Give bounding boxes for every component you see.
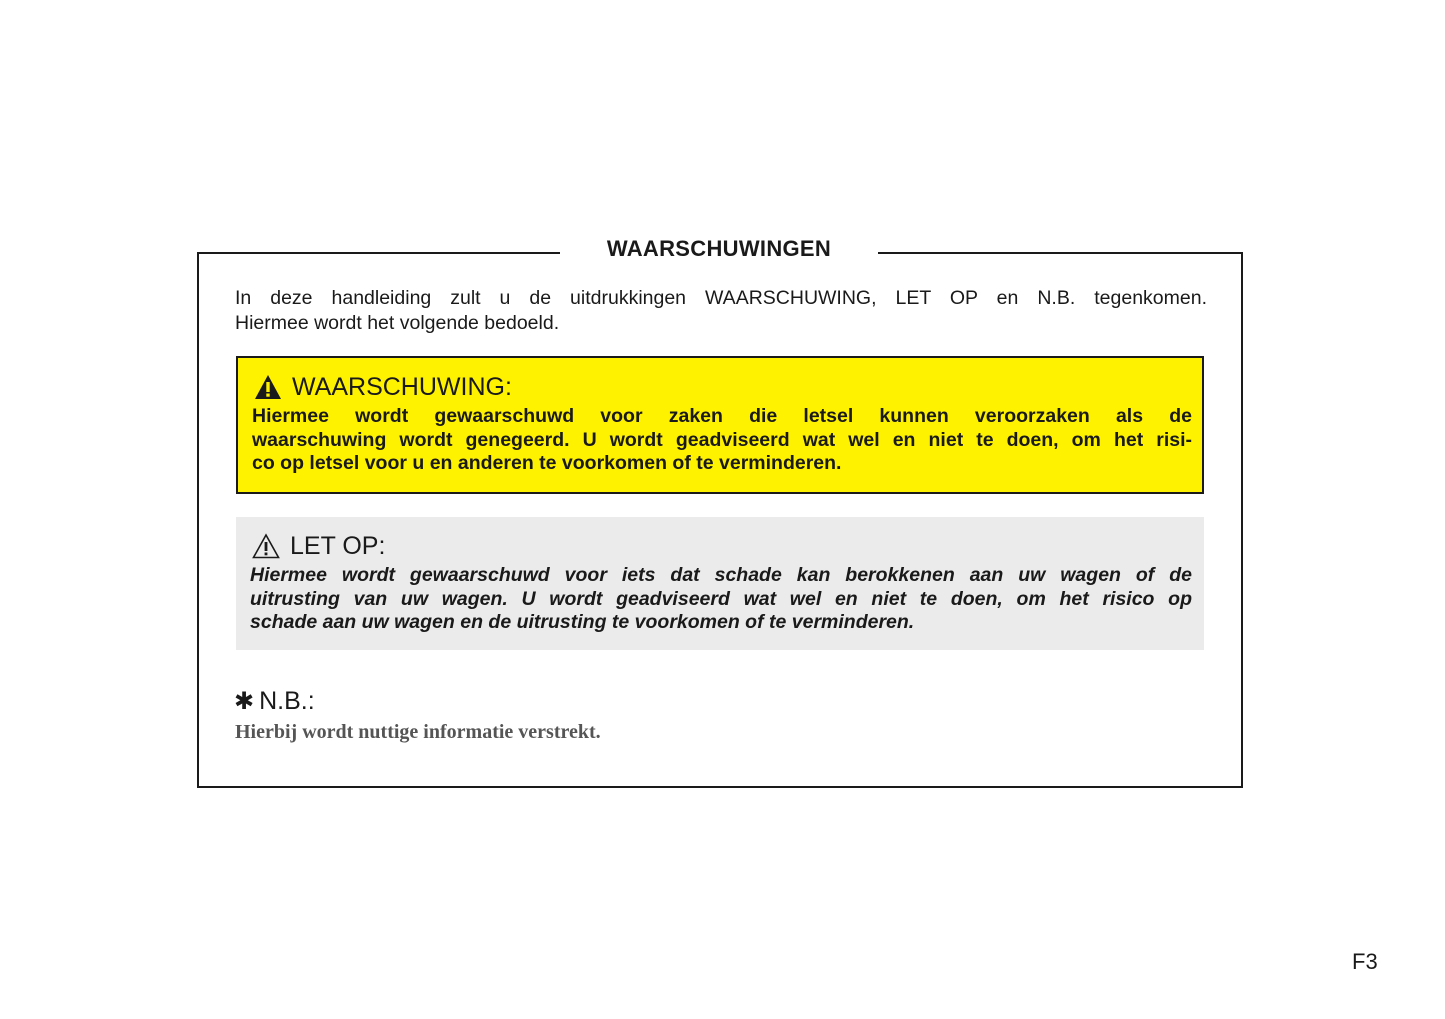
- asterisk-icon: ✱: [234, 687, 255, 715]
- caution-heading: [252, 531, 385, 561]
- warning-text-line: Hiermee wordt gewaarschuwd voor zaken die letsel kunnen veroorzaken als de: [252, 405, 1192, 427]
- intro-paragraph: [235, 286, 1207, 336]
- warning-text-line: waarschuwing wordt genegeerd. U wordt geadviseerd wat wel en niet te doen, om het risi-: [252, 428, 1192, 451]
- intro-line: In deze handleiding zult u de uitdrukkingen WAARSCHUWING, LET OP en N.B. tegenkomen.: [235, 287, 1207, 309]
- intro-line: Hiermee wordt het volgende bedoeld.: [235, 312, 560, 334]
- note-text: Hierbij wordt nuttige informatie verstrekt.: [235, 721, 601, 743]
- caution-text-line: schade aan uw wagen en de uitrusting te voorkomen of te verminderen.: [250, 611, 915, 633]
- caution-text-line: Hiermee wordt gewaarschuwd voor iets dat schade kan berokkenen aan uw wagen of de: [250, 564, 1192, 586]
- caution-heading-label: LET OP:: [290, 532, 386, 560]
- caution-text: [250, 564, 1192, 635]
- section-title: WAARSCHUWINGEN: [560, 234, 878, 264]
- warning-triangle-outline-icon: [252, 533, 280, 559]
- warning-text-line: co op letsel voor u en anderen te voorkomen of te verminderen.: [252, 452, 842, 474]
- page-number: F3: [1352, 949, 1378, 974]
- warning-box: [236, 356, 1204, 494]
- note-heading: [234, 686, 315, 716]
- caution-box: [236, 517, 1204, 650]
- warning-heading-label: WAARSCHUWING:: [292, 373, 512, 401]
- warning-triangle-filled-icon: [254, 374, 282, 400]
- caution-text-line: uitrusting van uw wagen. U wordt geadviseerd wat wel en niet te doen, om het risico op: [250, 587, 1192, 610]
- warning-heading: [254, 372, 512, 402]
- warning-text: [252, 405, 1192, 476]
- note-heading-label: N.B.:: [259, 687, 315, 715]
